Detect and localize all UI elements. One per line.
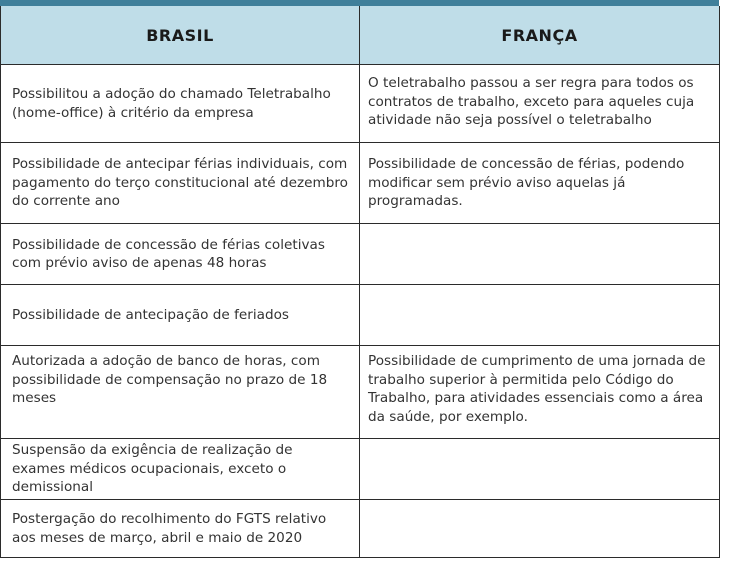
cell-brasil: Suspensão da exigência de realização de exames médicos ocupacionais, exceto o demissional xyxy=(1,439,360,500)
table-row xyxy=(1,346,720,439)
table-row xyxy=(1,439,720,500)
table-row xyxy=(1,285,720,346)
header-row xyxy=(1,6,720,65)
cell-franca: Possibilidade de concessão de férias, podendo modificar sem prévio aviso aquelas já programadas. xyxy=(360,143,720,224)
cell-brasil: Possibilitou a adoção do chamado Teletrabalho (home-office) à critério da empresa xyxy=(1,65,360,143)
table-row xyxy=(1,224,720,285)
cell-brasil: Possibilidade de concessão de férias coletivas com prévio aviso de apenas 48 horas xyxy=(1,224,360,285)
cell-brasil: Possibilidade de antecipação de feriados xyxy=(1,285,360,346)
cell-franca xyxy=(360,285,720,346)
header-brasil: BRASIL xyxy=(1,6,360,65)
cell-franca: Possibilidade de cumprimento de uma jornada de trabalho superior à permitida pelo Código do Trabalho, para atividades essenciais como a área da saúde, por exemplo. xyxy=(360,346,720,439)
cell-franca xyxy=(360,500,720,558)
cell-franca xyxy=(360,224,720,285)
comparison-table xyxy=(0,6,720,558)
header-franca: FRANÇA xyxy=(360,6,720,65)
table-row xyxy=(1,65,720,143)
table-row xyxy=(1,143,720,224)
cell-brasil: Autorizada a adoção de banco de horas, com possibilidade de compensação no prazo de 18 meses xyxy=(1,346,360,439)
cell-brasil: Possibilidade de antecipar férias individuais, com pagamento do terço constitucional até dezembro do corrente ano xyxy=(1,143,360,224)
cell-franca: O teletrabalho passou a ser regra para todos os contratos de trabalho, exceto para aqueles cuja atividade não seja possível o teletrabalho xyxy=(360,65,720,143)
cell-franca xyxy=(360,439,720,500)
cell-brasil: Postergação do recolhimento do FGTS relativo aos meses de março, abril e maio de 2020 xyxy=(1,500,360,558)
table-row xyxy=(1,500,720,558)
